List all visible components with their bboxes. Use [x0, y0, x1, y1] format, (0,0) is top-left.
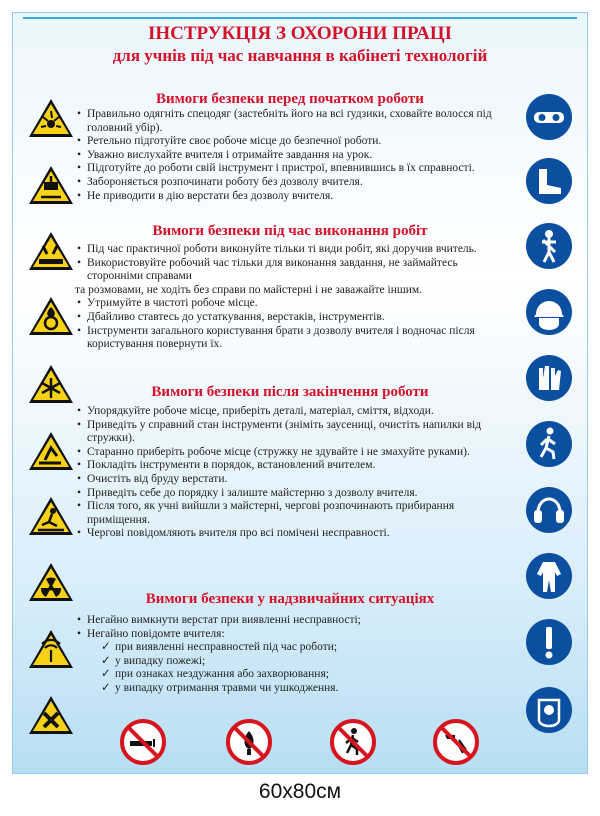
hard-hat-icon	[525, 288, 573, 336]
check-item: ✓ у випадку отримання травми чи ушкодження.	[75, 682, 505, 696]
ear-protection-icon	[525, 486, 573, 534]
list-item: • Утримуйте в чистоті робоче місце.	[75, 297, 505, 311]
falling-load-warning-icon	[27, 164, 75, 206]
check-item: ✓ при виявленні несправностей під час роботи;	[75, 641, 505, 655]
cutting-hand-warning-icon	[27, 430, 75, 472]
list-item: • Правильно одягніть спецодяг (застебніть його на всі ґудзики, сховайте волосся під головний убір).	[75, 108, 505, 135]
check-item: ✓ при ознаках нездужання або захворювання;	[75, 668, 505, 682]
general-mandatory-icon	[525, 618, 573, 666]
radiation-warning-icon	[27, 561, 75, 603]
harmful-substance-warning-icon	[27, 694, 75, 736]
oxidizer-warning-icon	[27, 295, 75, 337]
list-item: та розмовами, не ходіть без справи по майстерні і не заважайте іншим.	[75, 283, 423, 296]
list-item: • Старанно приберіть робоче місце (стружку не здувайте і не змахуйте руками).	[75, 446, 505, 460]
list-item: • Уважно вислухайте вчителя і отримайте завдання на урок.	[75, 149, 505, 163]
list-item: • Ретельно підготуйте своє робоче місце до безпечної роботи.	[75, 135, 505, 149]
list-during-work	[75, 243, 505, 352]
poster-top-border	[23, 17, 577, 19]
list-item: • Покладіть інструменти в порядок, встановлений вчителем.	[75, 459, 505, 473]
list-item: • Підготуйте до роботи свій інструмент і пристрої, впевнившись в їх справності.	[75, 162, 505, 176]
goggles-icon	[525, 93, 573, 141]
no-smoking-icon	[120, 719, 166, 765]
face-shield-icon	[525, 686, 573, 734]
section-heading-during-work: Вимоги безпеки під час виконання робіт	[152, 223, 428, 239]
section-heading-after-work: Вимоги безпеки після закінчення роботи	[151, 384, 429, 400]
list-item: • Приведіть у справний стан інструменти (зніміть заусениці, очистіть напилки від стружки).	[75, 419, 505, 446]
list-item: • Під час практичної роботи виконуйте тільки ті види робіт, які доручив вчитель.	[75, 243, 505, 257]
corrosive-warning-icon	[27, 230, 75, 272]
no-open-flame-icon	[226, 719, 272, 765]
list-item: • Забороняється розпочинати роботу без дозволу вчителя.	[75, 176, 505, 190]
list-after-work	[75, 405, 505, 541]
list-item: • Не приводити в дію верстати без дозволу вчителя.	[75, 190, 505, 204]
no-extinguishing-with-water-icon	[433, 719, 479, 765]
safety-harness-icon	[525, 222, 573, 270]
protective-suit-icon	[525, 552, 573, 600]
poster-title: ІНСТРУКЦІЯ З ОХОРОНИ ПРАЦІ	[147, 23, 453, 44]
list-before-work	[75, 108, 505, 203]
poster-subtitle: для учнів під час навчання в кабінеті технологій	[112, 46, 488, 65]
list-item: • Інструменти загального користування брати з дозволу вчителя і водночас після користування повернути їх.	[75, 325, 505, 352]
list-item: • Використовуйте робочий час тільки для виконання завдання, не займайтесь сторонніми справами	[75, 257, 505, 284]
list-item: • Очистіть від бруду верстати.	[75, 473, 505, 487]
safety-boots-icon	[525, 157, 573, 205]
list-item: • Дбайливо ставтесь до устаткування, верстаків, інструментів.	[75, 311, 505, 325]
list-item: • Чергові повідомляють вчителя про всі помічені несправності.	[75, 527, 505, 541]
section-heading-before-work: Вимоги безпеки перед початком роботи	[156, 91, 424, 107]
list-emergency	[75, 614, 505, 696]
list-item: • Приведіть себе до порядку і залиште майстерню з дозволу вчителя.	[75, 487, 505, 501]
list-item: • Після того, як учні вийшли з майстерні, черговi розпочинають прибирання приміщення.	[75, 500, 505, 527]
section-heading-emergency: Вимоги безпеки у надзвичайних ситуаціях	[145, 591, 435, 607]
pedestrian-route-icon	[525, 420, 573, 468]
list-item: • Негайно повідомте вчителя:	[75, 628, 505, 642]
check-item: ✓ у випадку пожежі;	[75, 655, 505, 669]
gloves-icon	[525, 354, 573, 402]
slippery-floor-warning-icon	[27, 495, 75, 537]
list-item: • Негайно вимкнути верстат при виявленні несправності;	[75, 614, 505, 628]
electromagnetic-warning-icon	[27, 628, 75, 670]
low-temperature-warning-icon	[27, 363, 75, 405]
no-entry-pedestrians-icon	[330, 719, 376, 765]
explosive-warning-icon	[27, 97, 75, 139]
size-label: 60х80см	[258, 780, 342, 803]
list-item: • Упорядкуйте робоче місце, приберіть деталі, матеріал, сміття, відходи.	[75, 405, 505, 419]
